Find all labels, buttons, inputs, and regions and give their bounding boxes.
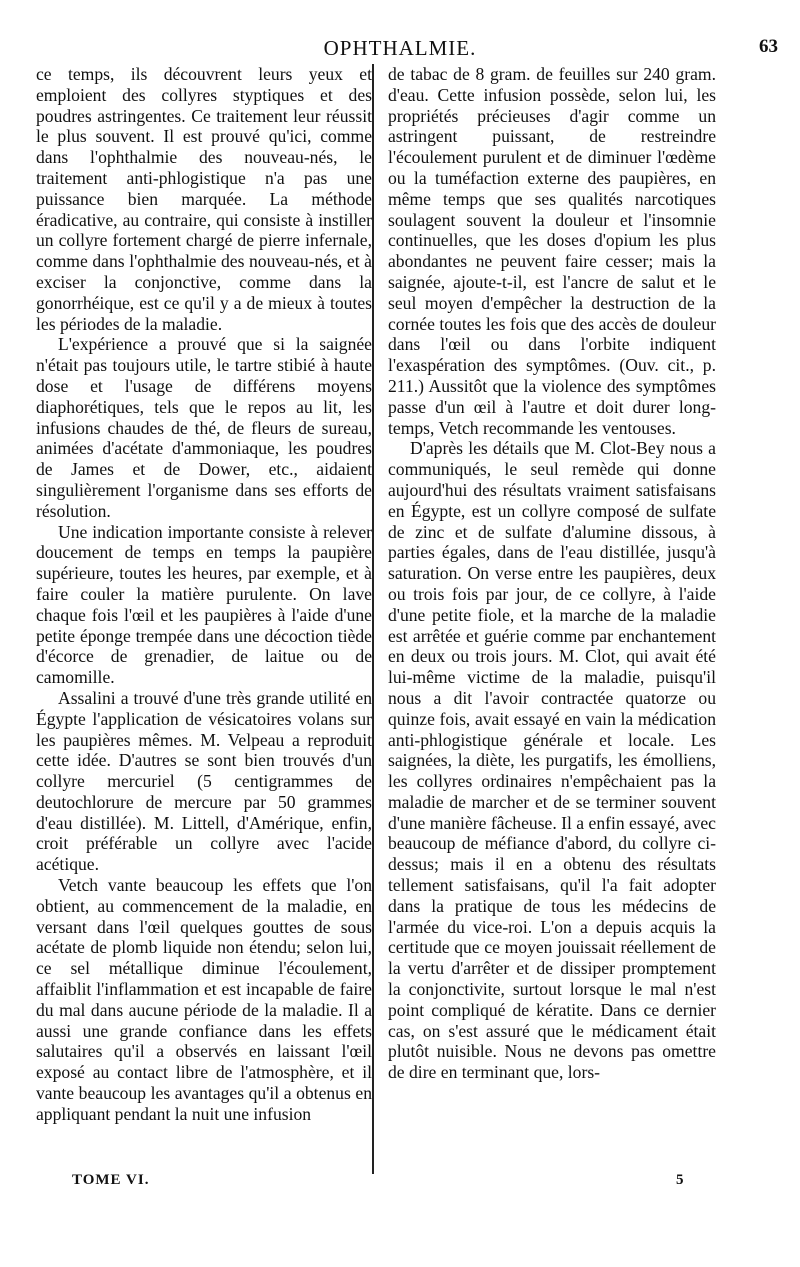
left-column — [36, 64, 372, 1125]
paragraph: Assalini a trouvé d'une très grande utilité en Égypte l'application de vésicatoires volans sur les paupières mêmes. M. Velpeau a reproduit cette idée. D'autres se sont bien trouvés d'un collyre mercuriel (5 centigrammes de deutochlorure de mercure par 50 grammes d'eau distillée). M. Littell, d'Amérique, enfin, croit préférable un collyre avec l'acide acétique. — [36, 687, 372, 875]
paragraph: de tabac de 8 gram. de feuilles sur 240 gram. d'eau. Cette infusion possède, selon lui, les propriétés précieuses d'agir comme un astringent puissant, de restreindre l'écoulement purulent et de diminuer l'œdème ou la tuméfaction externe des paupières, en même temps que ses qualités narcotiques soulagent souvent la douleur et l'insomnie continuelles, que les doses d'opium les plus abondantes ne peuvent faire cesser; mais la saignée, ajoute-t-il, est l'ancre de salut et le seul moyen d'empêcher la destruction de la cornée toutes les fois que des accès de douleur dans l'œil ou dans l'orbite indiquent l'exaspération des symptômes. (Ouv. cit., p. 211.) Aussitôt que la violence des symptômes passe d'un œil à l'autre et doit durer long-temps, Vetch recommande les ventouses. — [388, 64, 716, 438]
paragraph: L'expérience a prouvé que si la saignée n'était pas toujours utile, le tartre stibié à haute dose et l'usage de différens moyens diaphorétiques, tels que le repos au lit, les infusions chaudes de thé, de fleurs de sureau, animées d'acétate d'ammoniaque, les poudres de James et de Dower, etc., aidaient singulièrement l'organisme dans ses efforts de résolution. — [36, 334, 372, 521]
volume-label: TOME VI. — [72, 1172, 150, 1188]
paragraph: Une indication importante consiste à relever doucement de temps en temps la paupière supérieure, toutes les heures, par exemple, et à faire couler la matière purulente. On lave chaque fois l'œil et les paupières à l'aide d'une petite éponge trempée dans une décoction tiède d'écorce de grenadier, de laitue ou de camomille. — [36, 521, 372, 688]
paragraph: Vetch vante beaucoup les effets que l'on obtient, au commencement de la maladie, en versant dans l'œil quelques gouttes de sous acétate de plomb liquide non étendu; selon lui, ce sel métallique diminue l'écoulement, affaiblit l'inflammation et est incapable de faire du mal dans aucune période de la maladie. Il a aussi une grande confiance dans les effets salutaires qu'il a observés en laissant l'œil exposé au contact libre de l'atmosphère, et il vante beaucoup les avantages qu'il a obtenus en appliquant pendant la nuit une infusion — [36, 875, 372, 1124]
signature-mark: 5 — [676, 1172, 684, 1188]
page-footer — [0, 1172, 800, 1196]
column-divider — [372, 64, 374, 1174]
right-column — [388, 64, 716, 1083]
running-title: OPHTHALMIE. — [323, 36, 477, 60]
page-number: 63 — [759, 36, 778, 57]
paragraph: D'après les détails que M. Clot-Bey nous a communiqués, le seul remède qui donne aujourd'hui des résultats vraiment satisfaisans en Égypte, est un collyre composé de sulfate de zinc et de sulfate d'alumine dissous, à parties égales, dans de l'eau distillée, jusqu'à saturation. On verse entre les paupières, deux ou trois fois par jour, de ce collyre, à l'aide d'une petite fiole, et la marche de la maladie est arrêtée et guérie comme par enchantement en deux ou trois jours. M. Clot, qui avait été lui-même victime de la maladie, puisqu'il nous a dit l'avoir contractée quatorze ou quinze fois, avait essayé en vain la médication anti-phlogistique générale et locale. Les saignées, la diète, les purgatifs, les émolliens, les collyres ordinaires n'empêchaient pas la maladie de marcher et de se terminer souvent d'une manière fâcheuse. Il a enfin essayé, avec beaucoup de méfiance d'abord, du collyre ci-dessus; mais il en a obtenu des résultats tellement satisfaisans, qu'il l'a fait adopter dans la pratique de tous les médecins de l'armée du vice-roi. L'on a depuis acquis la certitude que ce moyen jouissait réellement de la vertu d'arrêter et de dissiper promptement la conjonctivite, surtout lorsque le mal n'est point compliqué de kératite. Dans ce dernier cas, on s'est assuré que le médicament était plutôt nuisible. Nous ne devons pas omettre de dire en terminant que, lors- — [388, 438, 716, 1083]
running-head — [0, 36, 800, 60]
paragraph: ce temps, ils découvrent leurs yeux et emploient des collyres styptiques et des poudres astringentes. Ce traitement leur réussit le plus souvent. Il est prouvé qu'ici, comme dans l'ophthalmie des nouveau-nés, le traitement anti-phlogistique n'a pas une puissance bien marquée. La méthode éradicative, au contraire, qui consiste à instiller un collyre fortement chargé de pierre infernale, comme dans l'ophthalmie des nouveau-nés, et à exciser la conjonctive, comme dans la gonorrhéique, est ce qu'il y a de mieux à toutes les périodes de la maladie. — [36, 64, 372, 334]
